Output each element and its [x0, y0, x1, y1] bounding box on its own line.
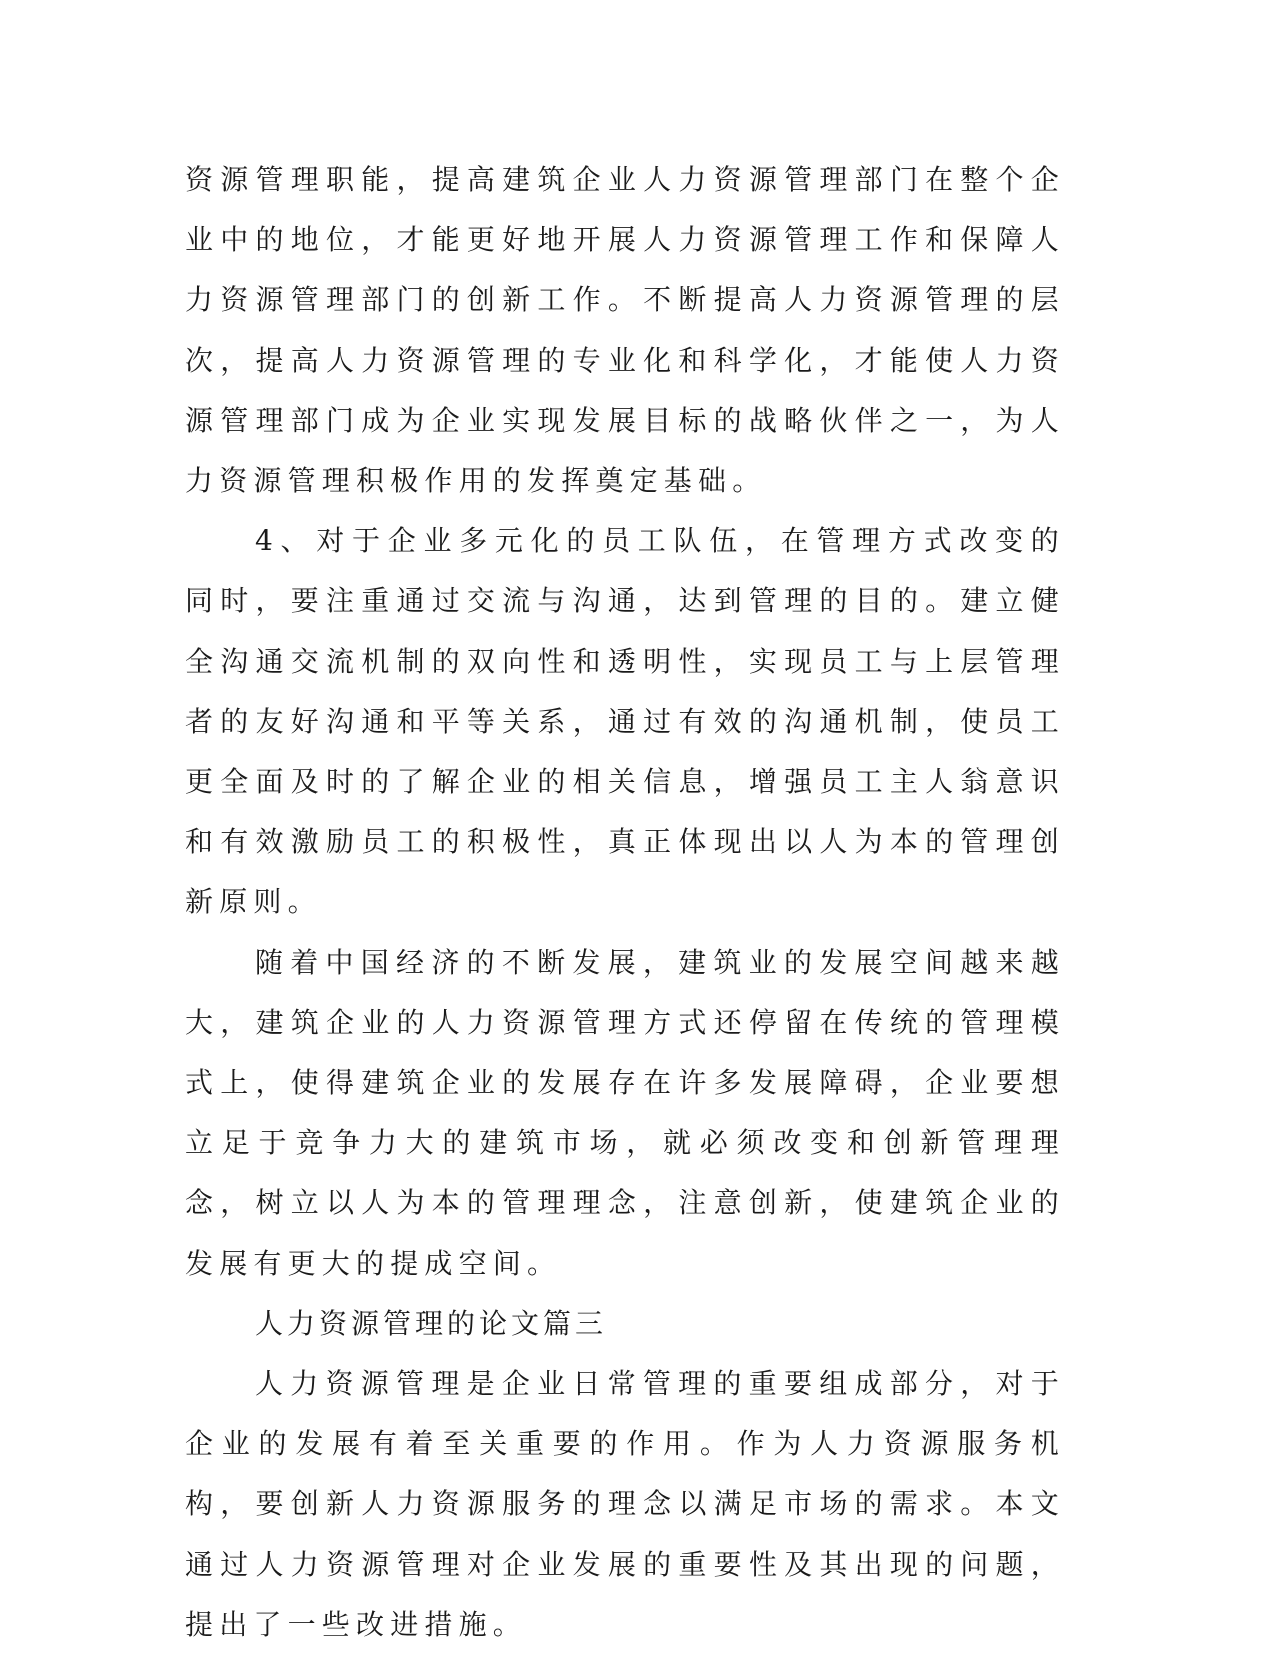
section-heading: 人力资源管理的论文篇三 — [255, 1306, 608, 1340]
paragraph-construction-development: 随着中国经济的不断发展，建筑业的发展空间越来越大，建筑企业的人力资源管理方式还停留在传统的管理模式上，使得建筑企业的发展存在许多发展障碍，企业要想立足于竞争力大的建筑市场，就必须改变和创新管理理念，树立以人为本的管理理念，注意创新，使建筑企业的发展有更大的提成空间。 — [185, 945, 1065, 1280]
paragraph-hr-function-continuation: 资源管理职能，提高建筑企业人力资源管理部门在整个企业中的地位，才能更好地开展人力资源管理工作和保障人力资源管理部门的创新工作。不断提高人力资源管理的层次，提高人力资源管理的专业化和科学化，才能使人力资源管理部门成为企业实现发展目标的战略伙伴之一，为人力资源管理积极作用的发挥奠定基础。 — [185, 163, 1065, 498]
paragraph-communication-mechanism: 4、对于企业多元化的员工队伍，在管理方式改变的同时，要注重通过交流与沟通，达到管理的目的。建立健全沟通交流机制的双向性和透明性，实现员工与上层管理者的友好沟通和平等关系，通过有效的沟通机制，使员工更全面及时的了解企业的相关信息，增强员工主人翁意识和有效激励员工的积极性，真正体现出以人为本的管理创新原则。 — [185, 524, 1065, 919]
paragraph-section-three-intro: 人力资源管理是企业日常管理的重要组成部分，对于企业的发展有着至关重要的作用。作为人力资源服务机构，要创新人力资源服务的理念以满足市场的需求。本文通过人力资源管理对企业发展的重要性及其出现的问题，提出了一些改进措施。 — [185, 1367, 1065, 1641]
document-body — [185, 150, 1065, 1655]
